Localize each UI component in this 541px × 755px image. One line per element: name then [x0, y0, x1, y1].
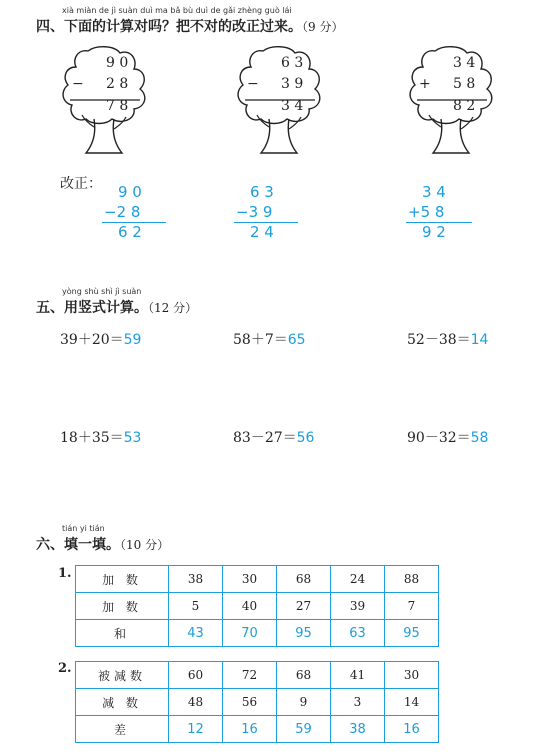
table-cell: 72	[223, 662, 277, 689]
table-cell: 41	[331, 662, 385, 689]
row-label: 加 数	[76, 593, 169, 620]
answer-cell: 12	[169, 716, 223, 743]
section4-title: 下面的计算对吗？把不对的改正过来。	[64, 19, 302, 35]
table-row	[76, 620, 439, 647]
equation-4-answer: 53	[123, 430, 142, 446]
section5-title: 用竖式计算。	[64, 300, 148, 316]
equation-6: 90－32＝58	[407, 430, 489, 446]
correction3-result: 9 2	[422, 223, 446, 241]
equation-2: 58＋7＝65	[233, 332, 306, 348]
correction2-mid: −3 9	[236, 203, 273, 221]
correction2-result: 2 4	[250, 223, 274, 241]
equation-3: 52－38＝14	[407, 332, 489, 348]
tree2-mid: 3 9	[281, 76, 304, 92]
table-row	[76, 566, 439, 593]
section5-pinyin: yòng shù shì jì suàn	[62, 287, 142, 296]
tree2-result: 3 4	[281, 98, 304, 114]
tree-problem-3	[405, 45, 499, 163]
tree3-operator: +	[419, 76, 431, 92]
section6-heading	[36, 534, 169, 554]
section4-heading	[36, 16, 343, 36]
table-cell: 68	[277, 566, 331, 593]
equation-4: 18＋35＝53	[60, 430, 142, 446]
row-label: 和	[76, 620, 169, 647]
answer-cell: 63	[331, 620, 385, 647]
correction3-mid: +5 8	[408, 203, 445, 221]
correction-label: 改正：	[60, 176, 102, 192]
table-cell: 88	[385, 566, 439, 593]
answer-cell: 59	[277, 716, 331, 743]
table-cell: 24	[331, 566, 385, 593]
section6-points: （10 分）	[120, 538, 170, 552]
section4-pinyin: xià miàn de jì suàn duì ma bǎ bù duì de gǎi zhèng guò lái	[62, 6, 292, 15]
table-cell: 7	[385, 593, 439, 620]
table-row	[76, 716, 439, 743]
answer-cell: 16	[223, 716, 277, 743]
tree-problem-2	[233, 45, 327, 163]
table2-number: 2.	[58, 661, 72, 676]
table-cell: 68	[277, 662, 331, 689]
row-label: 被减数	[76, 662, 169, 689]
table-row	[76, 662, 439, 689]
tree-outline-icon	[58, 45, 152, 163]
section4-number: 四、	[36, 19, 64, 35]
tree3-top: 3 4	[453, 55, 476, 71]
equation-1-answer: 59	[123, 332, 142, 348]
row-label: 差	[76, 716, 169, 743]
tree-problem-1	[58, 45, 152, 163]
section4-points: （9 分）	[302, 20, 344, 34]
correction1-top: 9 0	[118, 183, 142, 201]
correction3-top: 3 4	[422, 183, 446, 201]
equation-5: 83－27＝56	[233, 430, 315, 446]
tree-outline-icon	[405, 45, 499, 163]
table1-number: 1.	[58, 566, 72, 581]
table-cell: 3	[331, 689, 385, 716]
tree1-mid: 2 8	[106, 76, 129, 92]
table-cell: 38	[169, 566, 223, 593]
correction1-mid: −2 8	[104, 203, 141, 221]
equation-1: 39＋20＝59	[60, 332, 142, 348]
table-cell: 27	[277, 593, 331, 620]
table-cell: 30	[385, 662, 439, 689]
tree3-result: 8 2	[453, 98, 476, 114]
section6-pinyin: tián yi tián	[62, 524, 105, 533]
equation-2-answer: 65	[287, 332, 306, 348]
table-cell: 14	[385, 689, 439, 716]
answer-cell: 95	[277, 620, 331, 647]
answer-cell: 38	[331, 716, 385, 743]
table-cell: 48	[169, 689, 223, 716]
tree1-operator: −	[72, 76, 84, 92]
table-cell: 30	[223, 566, 277, 593]
table-row	[76, 689, 439, 716]
table-cell: 56	[223, 689, 277, 716]
tree1-top: 9 0	[106, 55, 129, 71]
section5-heading	[36, 297, 197, 317]
answer-cell: 16	[385, 716, 439, 743]
section5-points: （12 分）	[148, 301, 198, 315]
section6-number: 六、	[36, 537, 64, 553]
tree2-operator: −	[247, 76, 259, 92]
table-cell: 40	[223, 593, 277, 620]
answer-cell: 70	[223, 620, 277, 647]
subtraction-table	[75, 661, 439, 743]
table-cell: 9	[277, 689, 331, 716]
equation-3-answer: 14	[470, 332, 489, 348]
equation-6-answer: 58	[470, 430, 489, 446]
tree1-result: 7 8	[106, 98, 129, 114]
tree3-mid: 5 8	[453, 76, 476, 92]
tree-outline-icon	[233, 45, 327, 163]
section6-title: 填一填。	[64, 537, 120, 553]
answer-cell: 95	[385, 620, 439, 647]
correction1-result: 6 2	[118, 223, 142, 241]
table-cell: 5	[169, 593, 223, 620]
tree2-top: 6 3	[281, 55, 304, 71]
correction2-top: 6 3	[250, 183, 274, 201]
row-label: 加 数	[76, 566, 169, 593]
section5-number: 五、	[36, 300, 64, 316]
addition-table	[75, 565, 439, 647]
table-cell: 39	[331, 593, 385, 620]
table-cell: 60	[169, 662, 223, 689]
answer-cell: 43	[169, 620, 223, 647]
table-row	[76, 593, 439, 620]
equation-5-answer: 56	[296, 430, 315, 446]
row-label: 减 数	[76, 689, 169, 716]
